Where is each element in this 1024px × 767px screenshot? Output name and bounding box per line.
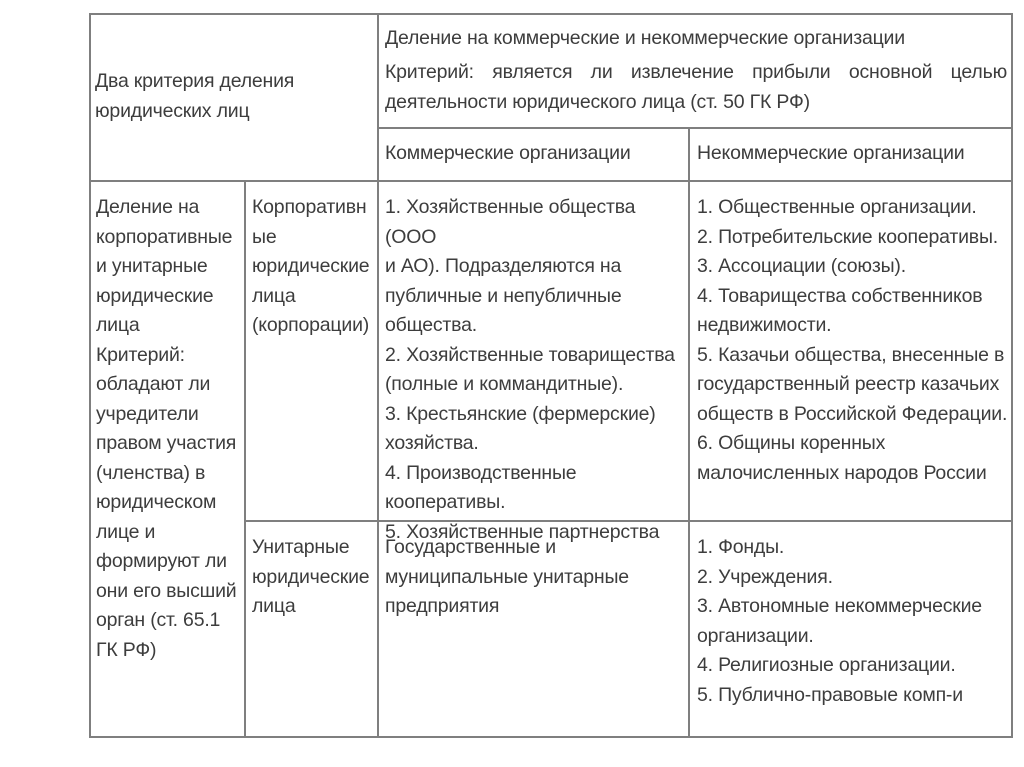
row-label-corporate: Корпоративн ые юридические лица (корпорации): [252, 196, 370, 336]
column-header-noncommercial: Некоммерческие организации: [697, 142, 965, 164]
table-border-left: [89, 13, 91, 738]
table-border-right: [1011, 13, 1013, 738]
divider-col-2: [377, 13, 379, 738]
corporate-noncommercial-cell: 1. Общественные организации. 2. Потребительские кооперативы. 3. Ассоциации (союзы). 4. Товарищества собственников недвижимости. 5. Казачьи общества, внесенные в государственный реестр казачьих обществ в Российской Федерации. 6. Общины коренных малочисленных народов России: [697, 196, 1008, 484]
divider-col-1: [244, 181, 246, 738]
unitary-noncommercial-cell: 1. Фонды. 2. Учреждения. 3. Автономные некоммерческие организации. 4. Религиозные организации. 5. Публично-правовые комп-и: [697, 536, 982, 706]
divider-row-header: [378, 127, 1013, 129]
table-border-bottom: [89, 736, 1013, 738]
column-header-commercial: Коммерческие организации: [385, 142, 631, 164]
corporate-commercial-cell: 1. Хозяйственные общества (ООО и АО). Подразделяются на публичные и непубличные общества. 2. Хозяйственные товарищества (полные и коммандитные). 3. Крестьянские (фермерские) хозяйства. 4. Производственные кооперативы. 5. Хозяйственные партнерства: [385, 196, 675, 543]
main-header-title: Деление на коммерческие и некоммерческие организации: [385, 27, 905, 49]
table-border-top: [89, 13, 1013, 15]
corner-header-cell: Два критерия деления юридических лиц: [95, 70, 295, 122]
main-header-criterion: Критерий: является ли извлечение прибыли основной целью деятельности юридического лица (ст. 50 ГК РФ): [385, 61, 1007, 113]
unitary-commercial-cell: Государственные и муниципальные унитарные предприятия: [385, 536, 629, 617]
row-label-unitary: Унитарные юридические лица: [252, 536, 370, 617]
divider-col-3: [688, 128, 690, 738]
divider-row-body: [89, 180, 1013, 182]
row-group-header-cell: Деление на корпоративные и унитарные юридические лица Критерий: обладают ли учредители правом участия (членства) в юридическом лице и формируют ли они его высший орган (ст. 65.1 ГК РФ): [96, 196, 237, 661]
